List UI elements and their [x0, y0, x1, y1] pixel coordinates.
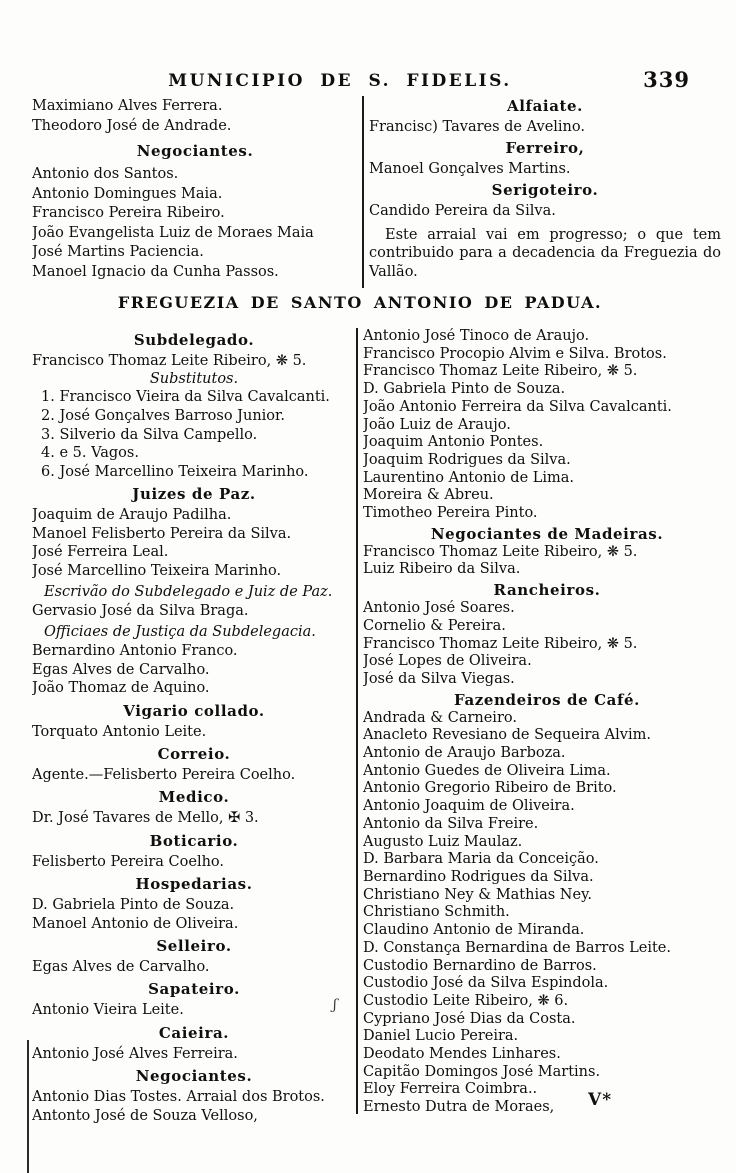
directory-name-line: Agente.—Felisberto Pereira Coelho. — [32, 767, 296, 784]
directory-name-line: Francisco Thomaz Leite Ribeiro, ❋ 5. — [363, 635, 638, 652]
trade-heading: Rancheiros. — [493, 581, 601, 600]
trade-heading: Juizes de Paz. — [132, 485, 256, 504]
directory-name-line: D. Gabriela Pinto de Souza. — [32, 897, 235, 914]
directory-name-line: Joaquim de Araujo Padilha. — [32, 507, 232, 524]
directory-name-line: João Antonio Ferreira da Silva Cavalcanti. — [363, 398, 672, 415]
directory-name-line: José Marcellino Teixeira Marinho. — [32, 562, 282, 579]
trade-heading: Sapateiro. — [148, 980, 240, 999]
numbered-name-line: 4. e 5. Vagos. — [41, 445, 139, 462]
main-section-right-column — [363, 328, 731, 1117]
directory-name-line: Bernardino Antonio Franco. — [32, 643, 238, 660]
directory-name-line: Cornelio & Pereira. — [363, 617, 506, 634]
directory-name-line: Luiz Ribeiro da Silva. — [363, 561, 521, 578]
directory-name-line: Antonio Joaquim de Oliveira. — [363, 798, 575, 815]
directory-name-line: João Thomaz de Aquino. — [32, 680, 210, 697]
directory-name-line: José Ferreira Leal. — [32, 544, 169, 561]
directory-name-line: José Martins Paciencia. — [32, 244, 204, 260]
trade-heading: Medico. — [158, 788, 230, 807]
directory-name-line: José Lopes de Oliveira. — [363, 653, 532, 670]
printer-signature-mark: V* — [588, 1090, 613, 1110]
directory-name-line: Dr. José Tavares de Mello, ✠ 3. — [32, 810, 259, 827]
directory-name-line: Francisco Thomaz Leite Ribeiro, ❋ 5. — [363, 363, 638, 380]
directory-name-line: Candido Pereira da Silva. — [369, 202, 556, 219]
directory-name-line: D. Gabriela Pinto de Souza. — [363, 381, 566, 398]
column-divider-main — [356, 328, 358, 1114]
directory-name-line: Antonio dos Santos. — [32, 166, 179, 182]
directory-name-line: Maximiano Alves Ferrera. — [32, 98, 223, 114]
directory-name-line: Antonio José Soares. — [363, 600, 515, 617]
numbered-name-line: 2. José Gonçalves Barroso Junior. — [41, 408, 285, 424]
directory-name-line: Eloy Ferreira Coimbra.. — [363, 1081, 538, 1098]
directory-name-line: Custodio Leite Ribeiro, ❋ 6. — [363, 992, 569, 1009]
top-section-left-column — [32, 97, 358, 282]
directory-name-line: Timotheo Pereira Pinto. — [363, 505, 538, 522]
freguezia-section-title: FREGUEZIA DE SANTO ANTONIO DE PADUA. — [117, 293, 603, 312]
directory-name-line: Antonio da Silva Freire. — [363, 815, 539, 832]
trade-heading: Negociantes de Madeiras. — [430, 524, 664, 543]
directory-name-line: José da Silva Viegas. — [363, 670, 515, 687]
directory-name-line: Andrada & Carneiro. — [363, 709, 517, 726]
directory-name-line: Moreira & Abreu. — [363, 487, 494, 504]
directory-name-line: Custodio José da Silva Espindola. — [363, 975, 609, 992]
numbered-name-line: 6. José Marcellino Teixeira Marinho. — [41, 463, 309, 480]
directory-name-line: Francisco Pereira Ribeiro. — [32, 205, 225, 221]
numbered-name-line: 1. Francisco Vieira da Silva Cavalcanti. — [41, 389, 330, 406]
directory-name-line: Antonio Vieira Leite. — [32, 1002, 184, 1019]
directory-name-line: Bernardino Rodrigues da Silva. — [363, 868, 594, 885]
directory-name-line: Claudino Antonio de Miranda. — [363, 922, 585, 939]
directory-name-line: João Evangelista Luiz de Moraes Maia — [32, 224, 314, 241]
page-title: MUNICIPIO DE S. FIDELIS. — [168, 71, 512, 91]
trade-heading: Selleiro. — [156, 937, 232, 956]
trade-heading: Ferreiro, — [505, 139, 585, 157]
directory-name-line: Ernesto Dutra de Moraes, — [363, 1099, 555, 1116]
directory-name-line: Manoel Antonio de Oliveira. — [32, 915, 239, 932]
directory-name-line: Antonio José Tinoco de Araujo. — [363, 328, 590, 344]
directory-name-line: Augusto Luiz Maulaz. — [363, 833, 523, 850]
italic-subheading: Escrivão do Subdelegado e Juiz de Paz. — [44, 584, 333, 600]
directory-name-line: D. Barbara Maria da Conceição. — [363, 851, 599, 868]
directory-name-line: Cypriano José Dias da Costa. — [363, 1010, 576, 1027]
directory-name-line: Antonto José de Souza Velloso, — [32, 1107, 258, 1124]
trade-heading: Boticario. — [149, 831, 239, 850]
directory-name-line: Custodio Bernardino de Barros. — [363, 957, 597, 974]
directory-name-line: Francisco Thomaz Leite Ribeiro, ❋ 5. — [32, 353, 307, 369]
directory-name-line: Antonio de Araujo Barboza. — [363, 745, 566, 762]
trade-heading: Negociantes. — [135, 1067, 253, 1086]
directory-name-line: Theodoro José de Andrade. — [32, 117, 232, 134]
directory-name-line: Torquato Antonio Leite. — [32, 723, 207, 740]
directory-name-line: D. Constança Bernardina de Barros Leite. — [363, 939, 671, 956]
directory-name-line: Christiano Schmith. — [363, 904, 510, 921]
directory-name-line: Antonio Dias Tostes. Arraial dos Brotos. — [32, 1089, 325, 1106]
directory-name-line: Egas Alves de Carvalho. — [32, 661, 210, 678]
trade-heading: Negociantes. — [136, 142, 254, 160]
trade-heading: Fazendeiros de Café. — [454, 690, 640, 709]
directory-name-line: Joaquim Antonio Pontes. — [363, 434, 544, 451]
italic-subheading: Substitutos. — [149, 371, 239, 388]
directory-name-line: Egas Alves de Carvalho. — [32, 959, 210, 976]
page-number: 339 — [643, 67, 690, 92]
directory-name-line: Francisco Procopio Alvim e Silva. Brotos. — [363, 345, 667, 362]
trade-heading: Vigario collado. — [123, 701, 265, 720]
directory-name-line: Felisberto Pereira Coelho. — [32, 853, 225, 870]
top-section-right-column — [369, 95, 721, 281]
trade-heading: Alfaiate. — [506, 97, 584, 115]
directory-name-line: Antonio Guedes de Oliveira Lima. — [363, 762, 611, 779]
directory-name-line: Manoel Gonçalves Martins. — [369, 160, 571, 177]
directory-name-line: Christiano Ney & Mathias Ney. — [363, 886, 592, 903]
note-paragraph: Este arraial vai em progresso; o que tem contribuido para a decadencia da Freguezia do Vallão. — [369, 227, 721, 280]
trade-heading: Hospedarias. — [135, 875, 253, 894]
italic-subheading: Officiaes de Justiça da Subdelegacia. — [44, 624, 316, 641]
directory-name-line: Deodato Mendes Linhares. — [363, 1046, 561, 1063]
directory-name-line: Laurentino Antonio de Lima. — [363, 469, 575, 486]
trade-heading: Caieira. — [158, 1023, 230, 1042]
trade-heading: Serigoteiro. — [491, 181, 599, 199]
directory-name-line: Manoel Ignacio da Cunha Passos. — [32, 263, 279, 280]
directory-name-line: Daniel Lucio Pereira. — [363, 1028, 519, 1045]
directory-name-line: Antonio Gregorio Ribeiro de Brito. — [363, 780, 617, 797]
directory-name-line: Francisco Thomaz Leite Ribeiro, ❋ 5. — [363, 543, 638, 560]
column-divider-top — [362, 96, 364, 288]
directory-name-line: Francisc) Tavares de Avelino. — [369, 118, 585, 135]
directory-name-line: João Luiz de Araujo. — [363, 416, 511, 433]
trade-heading: Correio. — [157, 745, 231, 764]
directory-name-line: Antonio Domingues Maia. — [32, 185, 223, 202]
scan-stray-mark-artifact: ʃ — [333, 997, 337, 1013]
scan-margin-line-artifact — [27, 1040, 29, 1173]
main-section-left-column — [32, 327, 356, 1125]
directory-name-line: Manoel Felisberto Pereira da Silva. — [32, 525, 292, 542]
directory-name-line: Capitão Domingos José Martins. — [363, 1063, 601, 1080]
directory-name-line: Anacleto Revesiano de Sequeira Alvim. — [363, 727, 651, 744]
numbered-name-line: 3. Silverio da Silva Campello. — [41, 426, 258, 443]
directory-name-line: Antonio José Alves Ferreira. — [32, 1045, 238, 1062]
directory-name-line: Gervasio José da Silva Braga. — [32, 603, 249, 619]
trade-heading: Subdelegado. — [133, 331, 255, 349]
directory-name-line: Joaquim Rodrigues da Silva. — [363, 451, 571, 468]
